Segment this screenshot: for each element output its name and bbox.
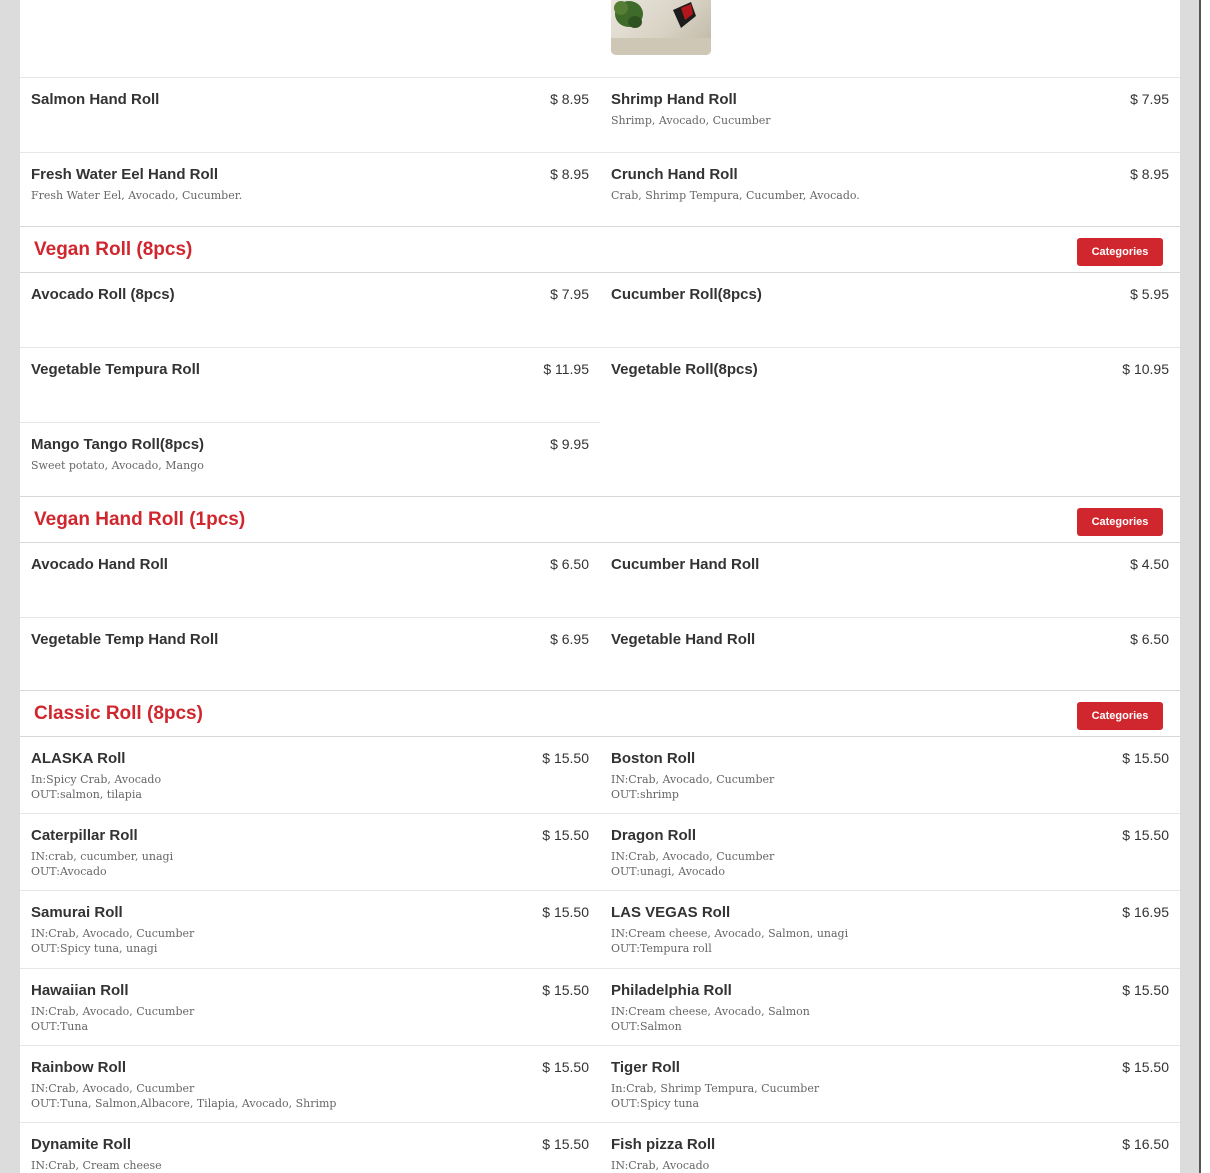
row-divider	[20, 347, 1180, 348]
item-name: Salmon Hand Roll	[31, 91, 160, 108]
item-inside: IN:Cream cheese, Avocado, Salmon	[611, 1005, 810, 1018]
item-price: $ 15.50	[542, 904, 589, 920]
item-description: IN:Crab, Cream cheese	[31, 1159, 162, 1172]
item-name: Hawaiian Roll	[31, 982, 129, 999]
item-name: Dynamite Roll	[31, 1136, 132, 1153]
row-divider	[20, 152, 1180, 153]
item-name: Fish pizza Roll	[611, 1136, 716, 1153]
categories-button[interactable]: Categories	[1077, 702, 1163, 730]
item-outside: OUT:salmon, tilapia	[31, 788, 142, 801]
row-divider	[20, 813, 1180, 814]
categories-button[interactable]: Categories	[1077, 508, 1163, 536]
item-description	[31, 1081, 336, 1111]
row-divider	[20, 77, 1180, 78]
item-price: $ 15.50	[542, 982, 589, 998]
item-name: Samurai Roll	[31, 904, 123, 921]
row-divider	[20, 617, 1180, 618]
item-description	[611, 772, 774, 802]
item-name: ALASKA Roll	[31, 750, 126, 767]
item-name: Cucumber Roll(8pcs)	[611, 286, 762, 303]
item-inside: IN:Crab, Avocado, Cucumber	[611, 773, 775, 786]
item-name: Shrimp Hand Roll	[611, 91, 737, 108]
item-inside: In:Crab, Shrimp Tempura, Cucumber	[611, 1082, 820, 1095]
item-inside: IN:crab, cucumber, unagi	[31, 850, 174, 863]
section-title: Classic Roll (8pcs)	[34, 703, 203, 724]
item-inside: IN:Cream cheese, Avocado, Salmon, unagi	[611, 927, 849, 940]
item-outside: OUT:Salmon	[611, 1020, 682, 1033]
item-name: Avocado Roll (8pcs)	[31, 286, 175, 303]
item-inside: IN:Crab, Avocado, Cucumber	[31, 1082, 195, 1095]
item-price: $ 15.50	[542, 1059, 589, 1075]
item-name: Tiger Roll	[611, 1059, 680, 1076]
section-header-classic-roll	[20, 690, 1180, 737]
item-price: $ 7.95	[1130, 91, 1169, 107]
item-description	[31, 1004, 194, 1034]
item-price: $ 6.95	[550, 631, 589, 647]
item-price: $ 15.50	[542, 827, 589, 843]
item-name: Mango Tango Roll(8pcs)	[31, 436, 205, 453]
item-name: Caterpillar Roll	[31, 827, 138, 844]
item-description: IN:Crab, Avocado	[611, 1159, 710, 1172]
item-name: Rainbow Roll	[31, 1059, 126, 1076]
item-name: Vegetable Roll(8pcs)	[611, 361, 758, 378]
item-price: $ 15.50	[1122, 827, 1169, 843]
item-price: $ 15.50	[542, 1136, 589, 1152]
item-name: Vegetable Temp Hand Roll	[31, 631, 219, 648]
item-name: Cucumber Hand Roll	[611, 556, 760, 573]
item-description	[611, 926, 848, 956]
item-price: $ 15.50	[1122, 1059, 1169, 1075]
item-description	[611, 1081, 819, 1111]
item-description	[31, 926, 194, 956]
item-name: Vegetable Hand Roll	[611, 631, 756, 648]
item-description: Fresh Water Eel, Avocado, Cucumber.	[31, 189, 243, 202]
item-price: $ 8.95	[550, 166, 589, 182]
item-price: $ 8.95	[550, 91, 589, 107]
item-description: Crab, Shrimp Tempura, Cucumber, Avocado.	[611, 189, 860, 202]
row-divider	[20, 1122, 1180, 1123]
row-divider	[20, 422, 600, 423]
item-name: Avocado Hand Roll	[31, 556, 168, 573]
item-outside: OUT:Spicy tuna	[611, 1097, 700, 1110]
item-description	[611, 849, 774, 879]
item-description: Sweet potato, Avocado, Mango	[31, 459, 204, 472]
item-outside: OUT:Avocado	[31, 865, 107, 878]
item-outside: OUT:shrimp	[611, 788, 679, 801]
item-name: Fresh Water Eel Hand Roll	[31, 166, 218, 183]
section-header-vegan-roll	[20, 226, 1180, 273]
categories-button[interactable]: Categories	[1077, 238, 1163, 266]
item-price: $ 9.95	[550, 436, 589, 452]
item-inside: In:Spicy Crab, Avocado	[31, 773, 162, 786]
item-price: $ 5.95	[1130, 286, 1169, 302]
row-divider	[20, 890, 1180, 891]
item-outside: OUT:Spicy tuna, unagi	[31, 942, 158, 955]
section-title: Vegan Hand Roll (1pcs)	[34, 509, 246, 530]
item-price: $ 8.95	[1130, 166, 1169, 182]
item-price: $ 10.95	[1122, 361, 1169, 377]
item-price: $ 16.95	[1122, 904, 1169, 920]
section-title: Vegan Roll (8pcs)	[34, 239, 193, 260]
item-inside: IN:Crab, Avocado, Cucumber	[31, 927, 195, 940]
item-price: $ 7.95	[550, 286, 589, 302]
item-price: $ 6.50	[1130, 631, 1169, 647]
item-outside: OUT:Tuna, Salmon,Albacore, Tilapia, Avocado, Shrimp	[31, 1097, 337, 1110]
item-description	[31, 849, 173, 879]
item-outside: OUT:unagi, Avocado	[611, 865, 725, 878]
item-price: $ 11.95	[543, 361, 589, 377]
section-header-vegan-hand-roll	[20, 496, 1180, 543]
item-name: LAS VEGAS Roll	[611, 904, 731, 921]
row-divider	[20, 1045, 1180, 1046]
item-price: $ 6.50	[550, 556, 589, 572]
row-divider	[20, 968, 1180, 969]
item-outside: OUT:Tuna	[31, 1020, 89, 1033]
item-description	[611, 1004, 810, 1034]
item-price: $ 4.50	[1130, 556, 1169, 572]
item-outside: OUT:Tempura roll	[611, 942, 712, 955]
item-price: $ 15.50	[1122, 982, 1169, 998]
item-description: Shrimp, Avocado, Cucumber	[611, 114, 771, 127]
food-photo[interactable]	[611, 0, 711, 55]
item-inside: IN:Crab, Avocado, Cucumber	[611, 850, 775, 863]
item-name: Vegetable Tempura Roll	[31, 361, 200, 378]
item-name: Crunch Hand Roll	[611, 166, 738, 183]
item-price: $ 16.50	[1122, 1136, 1169, 1152]
item-price: $ 15.50	[542, 750, 589, 766]
item-name: Philadelphia Roll	[611, 982, 732, 999]
item-inside: IN:Crab, Avocado, Cucumber	[31, 1005, 195, 1018]
item-name: Boston Roll	[611, 750, 696, 767]
item-description	[31, 772, 161, 802]
menu-container	[20, 0, 1180, 1173]
item-name: Dragon Roll	[611, 827, 696, 844]
item-price: $ 15.50	[1122, 750, 1169, 766]
scrollbar[interactable]	[1201, 0, 1210, 1173]
